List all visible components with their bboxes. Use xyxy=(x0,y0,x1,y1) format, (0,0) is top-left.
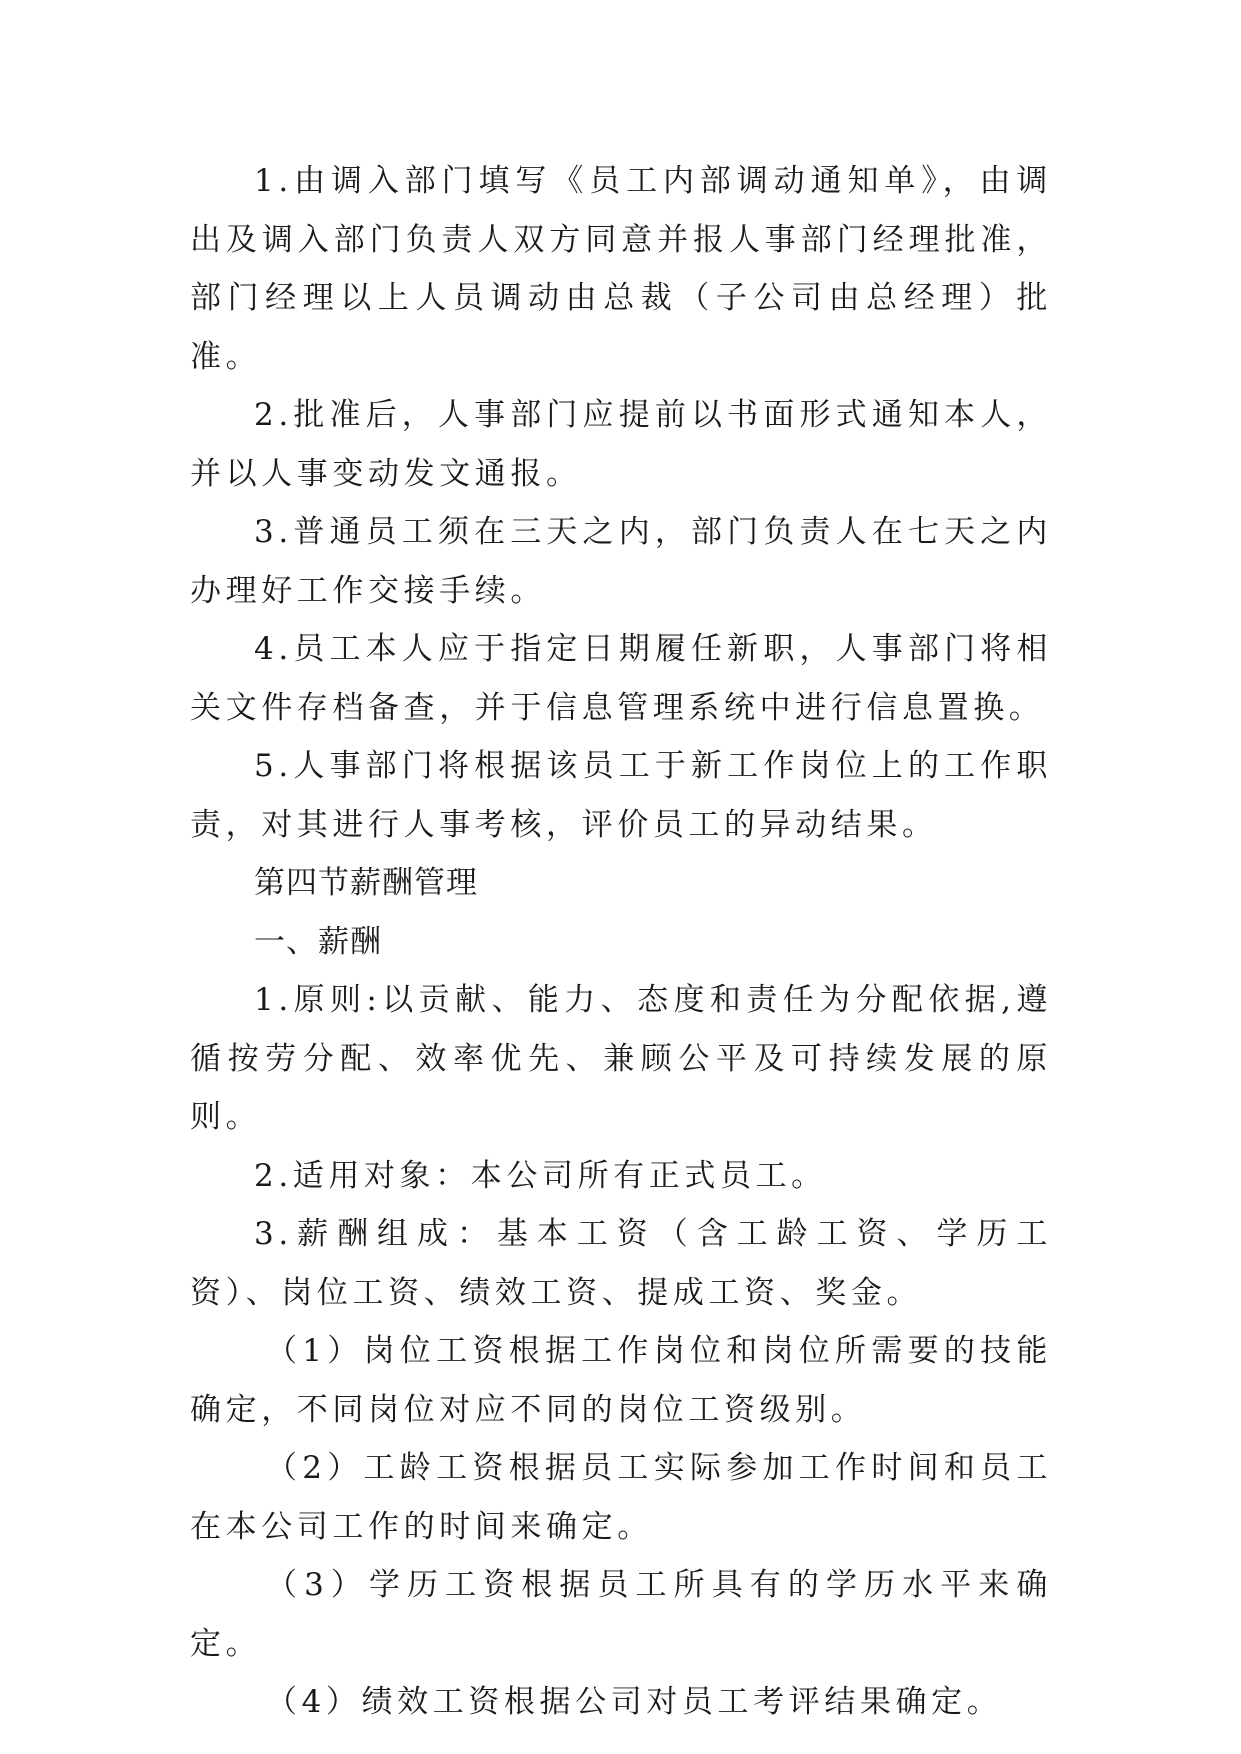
salary-item-4: （4）绩效工资根据公司对员工考评结果确定。 xyxy=(266,1684,1003,1720)
transfer-step-2: 2.批准后，人事部门应提前以书面形式通知本人，并以人事变动发文通报。 xyxy=(190,397,1052,492)
salary-item-3: （3）学历工资根据员工所具有的学历水平来确定。 xyxy=(190,1567,1052,1662)
salary-composition: 3.薪酬组成：基本工资（含工龄工资、学历工资）、岗位工资、绩效工资、提成工资、奖金。 xyxy=(190,1216,1052,1311)
section-heading: 第四节薪酬管理 xyxy=(254,865,478,901)
transfer-step-4: 4.员工本人应于指定日期履任新职，人事部门将相关文件存档备查，并于信息管理系统中进行信息置换。 xyxy=(190,631,1052,726)
salary-item-1: （1）岗位工资根据工作岗位和岗位所需要的技能确定，不同岗位对应不同的岗位工资级别。 xyxy=(190,1333,1052,1428)
transfer-step-3: 3.普通员工须在三天之内，部门负责人在七天之内办理好工作交接手续。 xyxy=(190,514,1052,609)
salary-scope: 2.适用对象：本公司所有正式员工。 xyxy=(254,1157,827,1194)
transfer-step-1: 1.由调入部门填写《员工内部调动通知单》，由调出及调入部门负责人双方同意并报人事部门经理批准，部门经理以上人员调动由总裁（子公司由总经理）批准。 xyxy=(190,163,1052,375)
salary-item-2: （2）工龄工资根据员工实际参加工作时间和员工在本公司工作的时间来确定。 xyxy=(190,1450,1052,1545)
transfer-step-5: 5.人事部门将根据该员工于新工作岗位上的工作职责，对其进行人事考核，评价员工的异动结果。 xyxy=(190,748,1052,843)
document-body xyxy=(190,152,1052,1732)
subsection-heading: 一、薪酬 xyxy=(254,923,382,960)
salary-principle: 1.原则:以贡献、能力、态度和责任为分配依据,遵循按劳分配、效率优先、兼顾公平及可持续发展的原则。 xyxy=(190,982,1052,1135)
